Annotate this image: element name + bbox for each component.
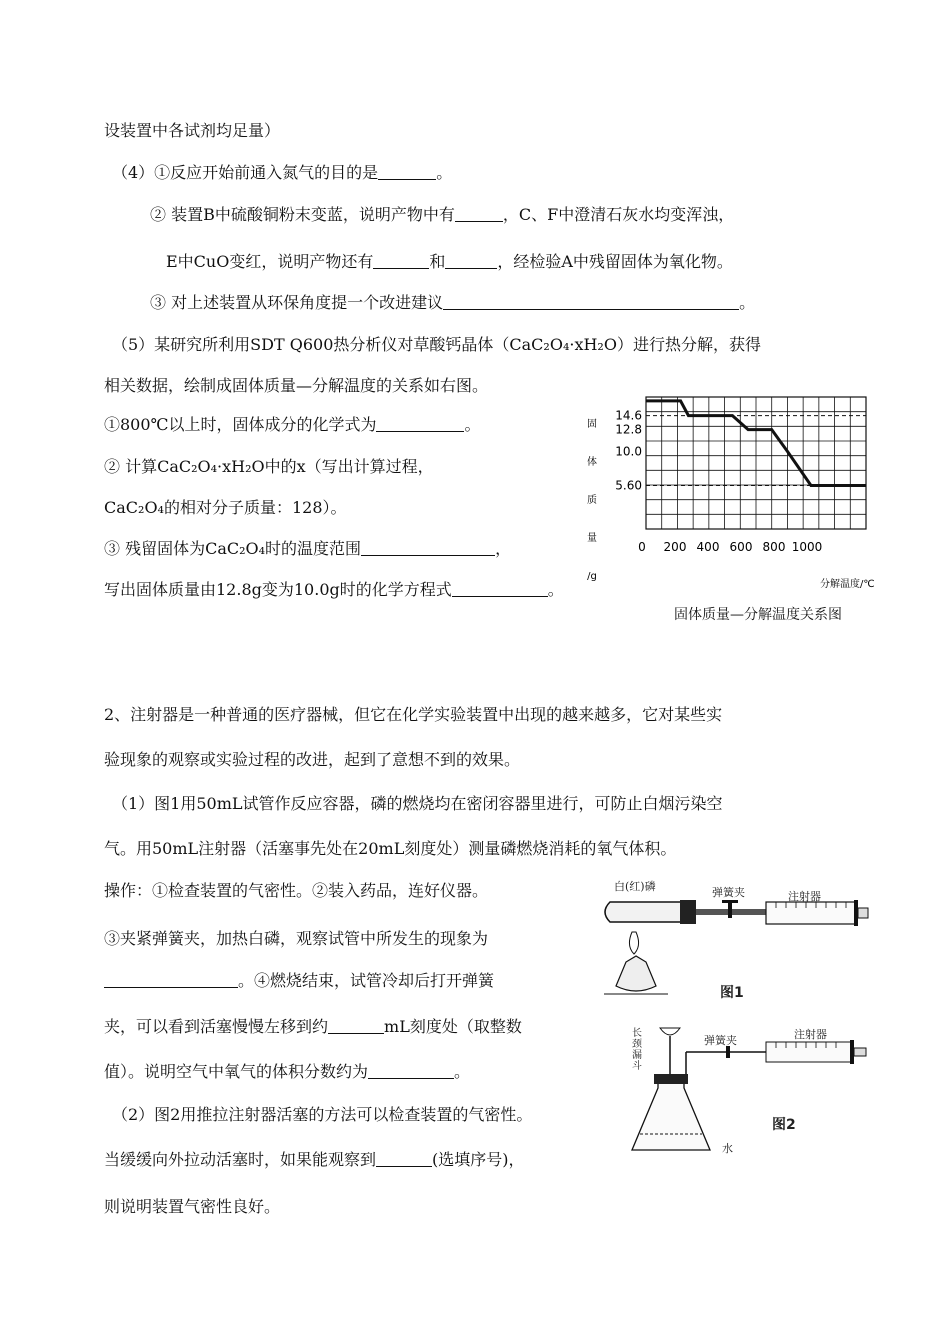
answer-blank[interactable]	[455, 205, 503, 222]
chart-grid	[646, 397, 866, 529]
label-clip: 弹簧夹	[712, 886, 745, 899]
y-label-char: 量	[587, 533, 597, 544]
x-tick-label: 1000	[791, 540, 823, 554]
punct: 。	[547, 580, 564, 599]
q1-line0: 设装置中各试剂均足量）	[104, 121, 281, 140]
q2-p1-6	[104, 1016, 522, 1038]
answer-blank[interactable]	[373, 252, 429, 269]
label-clip: 弹簧夹	[704, 1034, 737, 1047]
x-tick-label: 600	[729, 540, 753, 554]
y-tick-labels	[615, 409, 642, 493]
answer-blank[interactable]	[445, 252, 497, 269]
q2-p1-6b: mL刻度处（取整数	[384, 1017, 522, 1036]
y-label-char: 质	[587, 495, 597, 506]
answer-blank[interactable]	[443, 293, 739, 310]
answer-blank[interactable]	[368, 1062, 454, 1079]
q2-p1-5	[104, 970, 494, 992]
label-water: 水	[722, 1142, 733, 1155]
q1-p5-1: （5）某研究所利用SDT Q600热分析仪对草酸钙晶体（CaC₂O₄·xH₂O）进行热分解，获得	[112, 335, 761, 354]
y-label-char: /g	[587, 571, 597, 582]
q2-p1-4: ③夹紧弹簧夹，加热白磷，观察试管中所发生的现象为	[104, 929, 489, 948]
q2-p2-2b: (选填序号)，	[432, 1150, 525, 1169]
x-axis-label: 分解温度/℃	[820, 579, 875, 590]
label-phosphorus: 白(红)磷	[614, 880, 656, 893]
answer-blank[interactable]	[104, 971, 238, 988]
q1-p4-1-text: （4）①反应开始前通入氮气的目的是	[112, 163, 379, 182]
punct: 。	[436, 163, 453, 182]
q1-p4-4a: ③ 对上述装置从环保角度提一个改进建议	[150, 293, 444, 312]
y-axis-label	[587, 418, 597, 582]
q2-p2-2a: 当缓缓向外拉动活塞时，如果能观察到	[104, 1150, 377, 1169]
y-tick-label: 14.6	[615, 408, 642, 423]
q2-p2-1: （2）图2用推拉注射器活塞的方法可以检查装置的气密性。	[112, 1105, 533, 1124]
label-syringe: 注射器	[788, 890, 821, 903]
punct: 。	[454, 1062, 471, 1081]
q2-intro1: 2、注射器是一种普通的医疗器械，但它在化学实验装置中出现的越来越多，它对某些实	[104, 705, 723, 724]
figure-2-drawing	[626, 1022, 876, 1162]
q1-p5-6a: ③ 残留固体为CaC₂O₄时的温度范围	[104, 539, 362, 558]
q1-p5-3	[104, 414, 480, 436]
q1-p4-3c: ，经检验A中残留固体为氧化物。	[497, 252, 733, 271]
q1-p5-5: CaC₂O₄的相对分子质量：128）。	[104, 498, 347, 517]
answer-blank[interactable]	[452, 580, 548, 597]
q2-p1-5b: 。④燃烧结束，试管冷却后打开弹簧	[238, 971, 495, 990]
q1-p4-1	[112, 162, 452, 184]
q1-p4-4	[150, 292, 755, 314]
figure-1-caption: 图1	[720, 985, 744, 1001]
y-tick-label: 12.8	[615, 422, 642, 437]
answer-blank[interactable]	[378, 163, 436, 180]
x-tick-labels	[638, 540, 822, 554]
punct: 。	[739, 293, 756, 312]
q2-p1-1: （1）图1用50mL试管作反应容器，磷的燃烧均在密闭容器里进行，可防止白烟污染空	[112, 794, 723, 813]
y-label-char: 固	[587, 419, 597, 430]
punct: ，	[495, 539, 512, 558]
q1-p4-2b: ，C、F中澄清石灰水均变浑浊，	[502, 205, 735, 224]
y-label-char: 体	[587, 457, 597, 468]
q2-p2-2	[104, 1149, 525, 1171]
label-funnel: 长颈漏斗	[632, 1028, 642, 1072]
q2-p1-6a: 夹，可以看到活塞慢慢左移到约	[104, 1017, 329, 1036]
q1-p5-3a: ①800℃以上时，固体成分的化学式为	[104, 415, 377, 434]
q1-p4-3a: E中CuO变红，说明产物还有	[166, 252, 374, 271]
q1-p5-7a: 写出固体质量由12.8g变为10.0g时的化学方程式	[104, 580, 452, 599]
x-tick-label: 0	[638, 540, 646, 554]
answer-blank[interactable]	[361, 539, 495, 556]
figure-2-caption: 图2	[772, 1117, 796, 1133]
punct: 。	[464, 415, 481, 434]
q1-p5-2: 相关数据，绘制成固体质量—分解温度的关系如右图。	[104, 376, 489, 395]
q1-p4-2a: ② 装置B中硫酸铜粉末变蓝，说明产物中有	[150, 205, 455, 224]
q1-p4-3	[166, 251, 733, 273]
q2-intro2: 验现象的观察或实验过程的改进，起到了意想不到的效果。	[104, 750, 521, 769]
q2-p2-3: 则说明装置气密性良好。	[104, 1197, 281, 1216]
q2-p1-2: 气。用50mL注射器（活塞事先处在20mL刻度处）测量磷燃烧消耗的氧气体积。	[104, 839, 677, 858]
chart-title: 固体质量—分解温度关系图	[674, 607, 842, 623]
q1-p5-7	[104, 579, 564, 601]
answer-blank[interactable]	[376, 1150, 432, 1167]
x-tick-label: 200	[663, 540, 687, 554]
q2-p1-7a: 值）。说明空气中氧气的体积分数约为	[104, 1062, 369, 1081]
label-syringe: 注射器	[794, 1028, 827, 1041]
answer-blank[interactable]	[376, 415, 464, 432]
figure-1	[596, 870, 876, 1000]
answer-blank[interactable]	[328, 1017, 384, 1034]
y-tick-label: 5.60	[615, 478, 642, 493]
y-tick-label: 10.0	[615, 444, 642, 459]
figure-2	[626, 1022, 876, 1162]
x-tick-label: 800	[762, 540, 786, 554]
q1-p5-6	[104, 538, 511, 560]
q1-p4-3b: 和	[429, 252, 446, 271]
x-tick-label: 400	[696, 540, 720, 554]
q1-p4-2	[150, 204, 734, 226]
q1-p5-4: ② 计算CaC₂O₄·xH₂O中的x（写出计算过程，	[104, 457, 434, 476]
q2-p1-7	[104, 1061, 470, 1083]
q2-p1-3: 操作：①检查装置的气密性。②装入药品，连好仪器。	[104, 881, 489, 900]
mass-temperature-chart	[580, 385, 880, 600]
